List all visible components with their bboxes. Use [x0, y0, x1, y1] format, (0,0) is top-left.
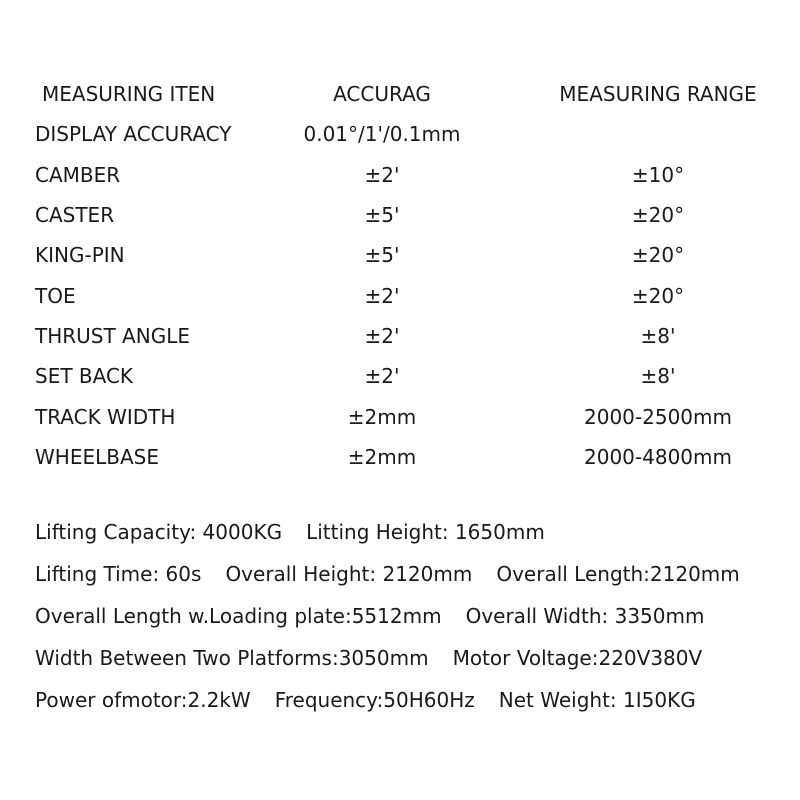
row-accuracy: ±2'	[364, 364, 400, 388]
lifting-time: Lifting Time: 60s	[35, 562, 202, 586]
row-range: ±8'	[640, 364, 676, 388]
row-accuracy: 0.01°/1'/0.1mm	[303, 122, 461, 146]
row-range: ±20°	[631, 284, 685, 308]
header-measuring-range: MEASURING RANGE	[559, 82, 757, 106]
table-row	[0, 200, 800, 230]
row-accuracy: ±5'	[364, 203, 400, 227]
row-item: KING-PIN	[35, 243, 125, 267]
param-line	[35, 559, 740, 589]
row-item: TRACK WIDTH	[35, 405, 176, 429]
net-weight: Net Weight: 1I50KG	[498, 688, 696, 712]
row-accuracy: ±2'	[364, 163, 400, 187]
row-item: CASTER	[35, 203, 115, 227]
table-row	[0, 361, 800, 391]
row-range: ±8'	[640, 324, 676, 348]
row-item: CAMBER	[35, 163, 121, 187]
row-item: DISPLAY ACCURACY	[35, 122, 232, 146]
overall-length-loading-plate: Overall Length w.Loading plate:5512mm	[35, 604, 442, 628]
table-row	[0, 321, 800, 351]
overall-height: Overall Height: 2120mm	[225, 562, 473, 586]
row-range: ±20°	[631, 243, 685, 267]
row-range: ±10°	[631, 163, 685, 187]
lifting-capacity: Lifting Capacity: 4000KG	[35, 520, 283, 544]
table-header-row	[0, 79, 800, 109]
header-measuring-item: MEASURING ITEN	[42, 82, 216, 106]
frequency: Frequency:50H60Hz	[274, 688, 475, 712]
row-accuracy: ±2'	[364, 324, 400, 348]
row-accuracy: ±2mm	[347, 405, 417, 429]
param-line	[35, 601, 704, 631]
table-row	[0, 119, 800, 149]
row-accuracy: ±2'	[364, 284, 400, 308]
row-item: SET BACK	[35, 364, 134, 388]
table-row	[0, 160, 800, 190]
row-range: 2000-4800mm	[584, 445, 732, 469]
row-item: TOE	[35, 284, 76, 308]
row-item: WHEELBASE	[35, 445, 159, 469]
param-line	[35, 517, 545, 547]
table-row	[0, 240, 800, 270]
overall-length: Overall Length:2120mm	[496, 562, 740, 586]
overall-width: Overall Width: 3350mm	[465, 604, 705, 628]
row-accuracy: ±2mm	[347, 445, 417, 469]
param-line	[35, 643, 702, 673]
row-range: ±20°	[631, 203, 685, 227]
lifting-height: Litting Height: 1650mm	[306, 520, 545, 544]
motor-voltage: Motor Voltage:220V380V	[452, 646, 703, 670]
row-accuracy: ±5'	[364, 243, 400, 267]
row-item: THRUST ANGLE	[35, 324, 190, 348]
motor-power: Power ofmotor:2.2kW	[35, 688, 251, 712]
row-range: 2000-2500mm	[584, 405, 732, 429]
width-between-platforms: Width Between Two Platforms:3050mm	[35, 646, 429, 670]
table-row	[0, 402, 800, 432]
param-line	[35, 685, 696, 715]
header-accuracy: ACCURAG	[333, 82, 431, 106]
table-row	[0, 442, 800, 472]
table-row	[0, 281, 800, 311]
